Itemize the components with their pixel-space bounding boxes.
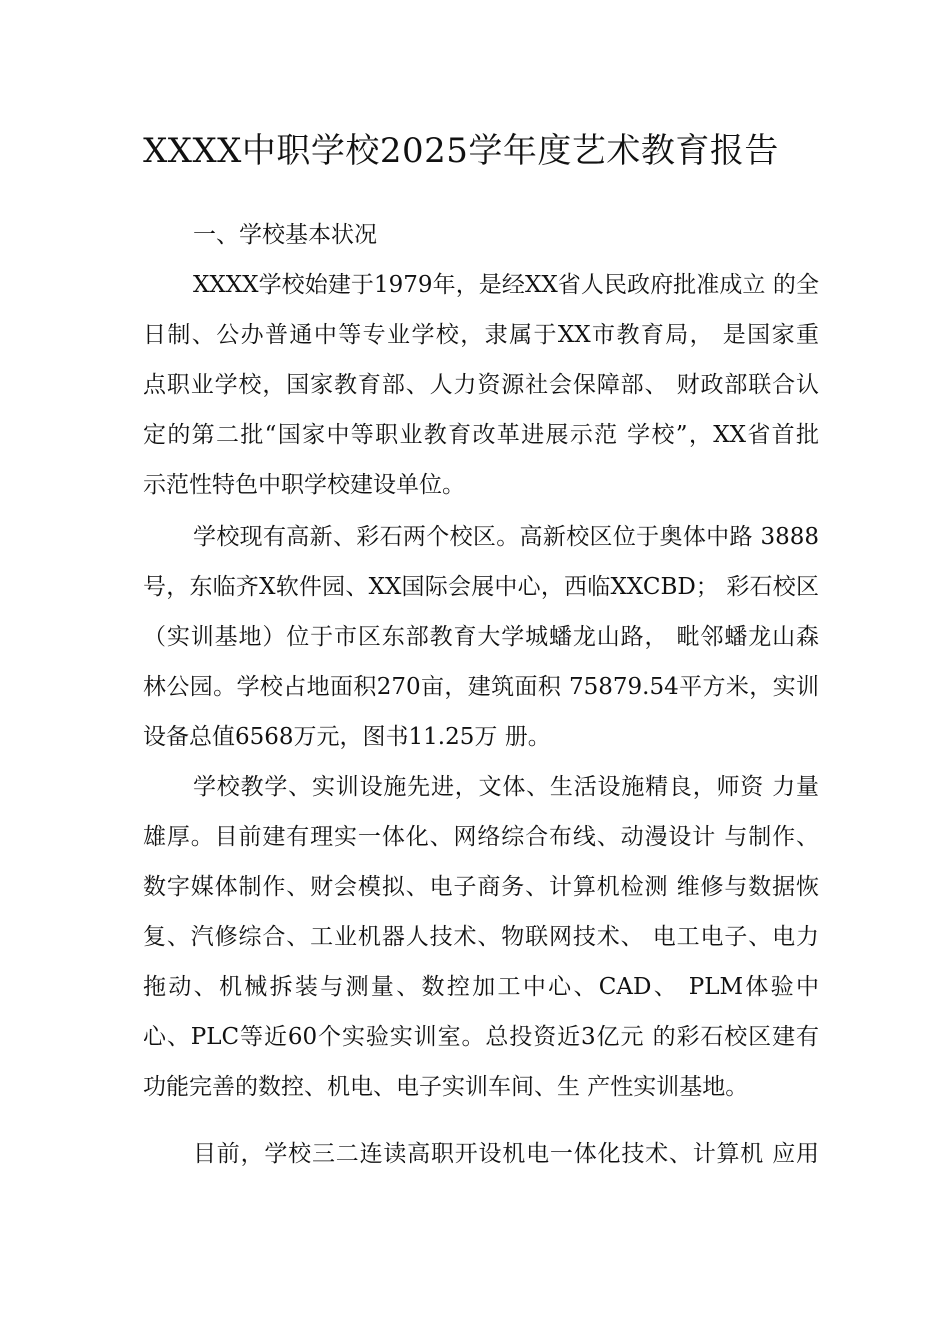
paragraph-2-line-3: （实训基地）位于市区东部教育大学城蟠龙山路， 毗邻蟠龙山森 xyxy=(143,624,819,650)
paragraph-1-line-5: 示范性特色中职学校建设单位。 xyxy=(143,472,465,498)
paragraph-3-line-3: 数字媒体制作、财会模拟、电子商务、计算机检测 维修与数据恢 xyxy=(143,874,819,900)
section-heading: 一、学校基本状况 xyxy=(193,222,377,248)
paragraph-3-line-2: 雄厚。目前建有理实一体化、网络综合布线、动漫设计 与制作、 xyxy=(143,824,819,850)
paragraph-2-line-4: 林公园。学校占地面积270亩，建筑面积 75879.54平方米，实训 xyxy=(143,674,819,700)
paragraph-2-line-5: 设备总值6568万元，图书11.25万 册。 xyxy=(143,724,551,750)
paragraph-3-line-5: 拖动、机械拆装与测量、数控加工中心、CAD、 PLM体验中 xyxy=(143,974,819,1000)
paragraph-3-line-1: 学校教学、实训设施先进，文体、生活设施精良，师资 力量 xyxy=(193,774,819,800)
paragraph-1-line-3: 点职业学校，国家教育部、人力资源社会保障部、 财政部联合认 xyxy=(143,372,819,398)
paragraph-2-line-2: 号，东临齐X软件园、XX国际会展中心，西临XXCBD； 彩石校区 xyxy=(143,574,819,600)
paragraph-1-line-4: 定的第二批“国家中等职业教育改革进展示范 学校”，XX省首批 xyxy=(143,422,819,448)
paragraph-3-line-4: 复、汽修综合、工业机器人技术、物联网技术、 电工电子、电力 xyxy=(143,924,819,950)
paragraph-1-line-1: XXXX学校始建于1979年，是经XX省人民政府批准成立 的全 xyxy=(193,272,819,298)
paragraph-3-line-7: 功能完善的数控、机电、电子实训车间、生 产性实训基地。 xyxy=(143,1074,749,1100)
document-title: XXXX中职学校2025学年度艺术教育报告 xyxy=(143,131,779,171)
paragraph-1-line-2: 日制、公办普通中等专业学校，隶属于XX市教育局， 是国家重 xyxy=(143,322,819,348)
paragraph-2-line-1: 学校现有高新、彩石两个校区。高新校区位于奥体中路 3888 xyxy=(193,524,819,550)
paragraph-3-line-6: 心、PLC等近60个实验实训室。总投资近3亿元 的彩石校区建有 xyxy=(143,1024,819,1050)
paragraph-4-line-1: 目前，学校三二连读高职开设机电一体化技术、计算机 应用 xyxy=(193,1141,819,1167)
